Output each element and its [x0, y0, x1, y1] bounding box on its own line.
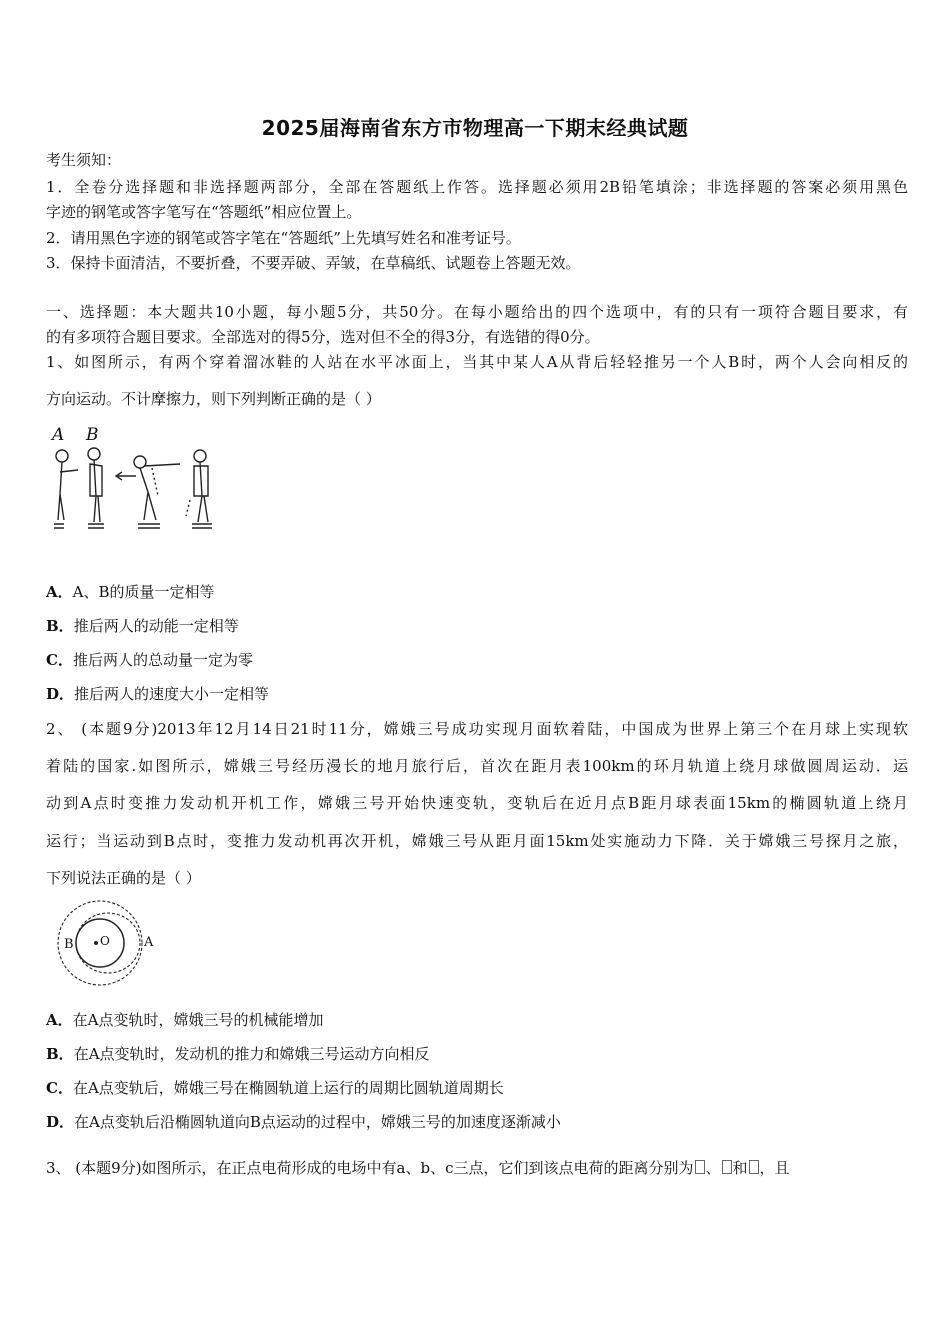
q2-option-a[interactable]: A．在A点变轨时，嫦娥三号的机械能增加	[46, 1011, 324, 1029]
notice-item-3: 3．保持卡面清洁，不要折叠，不要弄破、弄皱，在草稿纸、试题卷上答题无效。	[46, 254, 581, 272]
q2-option-b[interactable]: B．在A点变轨时，发动机的推力和嫦娥三号运动方向相反	[46, 1045, 430, 1063]
q1-option-c[interactable]: C．推后两人的总动量一定为零	[46, 651, 253, 669]
orbit-label-a: A	[144, 935, 154, 950]
skater-label-a: A	[52, 425, 65, 445]
notice-heading: 考生须知：	[46, 151, 122, 169]
q1-stem-line-1: 1、如图所示，有两个穿着溜冰鞋的人站在水平冰面上，当其中某人A从背后轻轻推另一个人B时，两个人会向相反的	[46, 353, 908, 371]
q2-option-d[interactable]: D．在A点变轨后沿椭圆轨道向B点运动的过程中，嫦娥三号的加速度逐渐减小	[46, 1113, 561, 1131]
orbit-figure	[48, 898, 160, 990]
missing-glyph-icon	[695, 1160, 705, 1174]
skater-label-b: B	[86, 425, 99, 445]
moon-center-dot	[94, 941, 98, 945]
q2-option-c[interactable]: C．在A点变轨后，嫦娥三号在椭圆轨道上运行的周期比圆轨道周期长	[46, 1079, 504, 1097]
q3-stem-line-1: 3、 (本题9分)如图所示，在正点电荷形成的电场中有a、b、c三点，它们到该点电荷的距离分别为 、 和 ，且	[46, 1159, 790, 1177]
notice-item-1-line-1: 1．全卷分选择题和非选择题两部分，全部在答题纸上作答。选择题必须用2B铅笔填涂；非选择题的答案必须用黑色	[46, 178, 908, 196]
skaters-figure	[44, 424, 216, 542]
q2-stem-line-3: 动到A点时变推力发动机开机工作，嫦娥三号开始快速变轨，变轨后在近月点B距月球表面15km的椭圆轨道上绕月	[46, 794, 908, 812]
page-title: 2025届海南省东方市物理高一下期末经典试题	[261, 116, 689, 140]
section-heading-line-2: 的有多项符合题目要求。全部选对的得5分，选对但不全的得3分，有选错的得0分。	[46, 328, 600, 346]
missing-glyph-icon	[749, 1160, 759, 1174]
missing-glyph-icon	[722, 1160, 732, 1174]
q2-stem-line-4: 运行；当运动到B点时，变推力发动机再次开机，嫦娥三号从距月面15km处实施动力下降．关于嫦娥三号探月之旅，	[46, 832, 908, 850]
notice-item-2: 2．请用黑色字迹的钢笔或答字笔在“答题纸”上先填写姓名和准考证号。	[46, 229, 521, 247]
q2-stem-line-5: 下列说法正确的是（ ）	[46, 869, 201, 887]
q2-stem-line-1: 2、 (本题9分)2013年12月14日21时11分，嫦娥三号成功实现月面软着陆，中国成为世界上第三个在月球上实现软	[46, 720, 908, 738]
q1-option-b[interactable]: B．推后两人的动能一定相等	[46, 617, 239, 635]
q1-option-d[interactable]: D．推后两人的速度大小一定相等	[46, 685, 270, 703]
orbit-label-b: B	[64, 937, 74, 952]
q2-stem-line-2: 着陆的国家.如图所示，嫦娥三号经历漫长的地月旅行后，首次在距月表100km的环月轨道上绕月球做圆周运动．运	[46, 757, 908, 775]
section-heading-line-1: 一、选择题：本大题共10小题，每小题5分，共50分。在每小题给出的四个选项中，有的只有一项符合题目要求，有	[46, 303, 908, 321]
q1-stem-line-2: 方向运动。不计摩擦力，则下列判断正确的是（ ）	[46, 390, 381, 408]
orbit-label-o: O	[100, 934, 110, 948]
q1-option-a[interactable]: A．A、B的质量一定相等	[46, 583, 215, 601]
notice-item-1-line-2: 字迹的钢笔或答字笔写在“答题纸”相应位置上。	[46, 203, 362, 221]
